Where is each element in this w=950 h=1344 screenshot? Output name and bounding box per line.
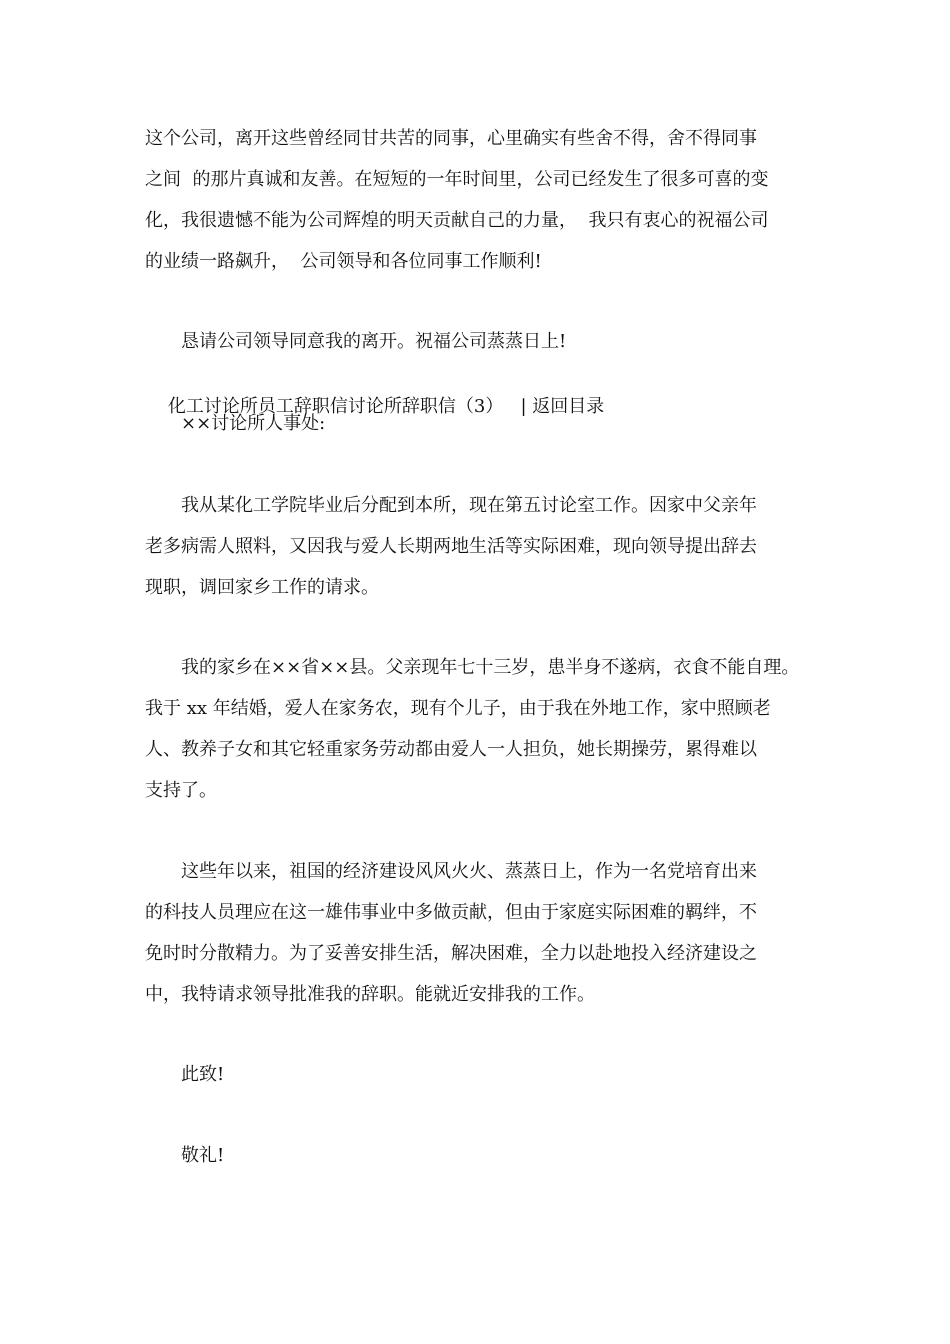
paragraph-1-line-3: 化，我很遗憾不能为公司辉煌的明天贡献自己的力量， 我只有衷心的祝福公司 [145,210,769,231]
paragraph-5-line-4: 中，我特请求领导批准我的辞职。能就近安排我的工作。 [145,984,595,1005]
paragraph-5-line-1: 这些年以来，祖国的经济建设风风火火、蒸蒸日上，作为一名党培育出来 [181,861,757,882]
paragraph-1-line-1: 这个公司，离开这些曾经同甘共苦的同事，心里确实有些舍不得，舍不得同事 [145,128,757,149]
back-to-contents-link[interactable]: | 返回目录 [520,396,605,417]
paragraph-1-line-2: 之间 的那片真诚和友善。在短短的一年时间里，公司已经发生了很多可喜的变 [145,169,769,190]
paragraph-1-line-4: 的业绩一路飙升， 公司领导和各位同事工作顺利! [145,251,542,272]
salutation: ××讨论所人事处: [181,413,326,434]
paragraph-3-line-2: 老多病需人照料，又因我与爱人长期两地生活等实际困难，现向领导提出辞去 [145,536,757,557]
paragraph-3-line-1: 我从某化工学院毕业后分配到本所，现在第五讨论室工作。因家中父亲年 [181,495,757,516]
paragraph-5-line-3: 免时时分散精力。为了妥善安排生活，解决困难，全力以赴地投入经济建设之 [145,943,757,964]
paragraph-2-line-1: 恳请公司领导同意我的离开。祝福公司蒸蒸日上! [181,331,567,352]
paragraph-4-line-1: 我的家乡在××省××县。父亲现年七十三岁，患半身不遂病，衣食不能自理。 [181,657,800,678]
closing-line-1: 此致! [181,1064,225,1085]
paragraph-4-line-3: 人、教养子女和其它轻重家务劳动都由爱人一人担负，她长期操劳，累得难以 [145,739,757,760]
paragraph-3-line-3: 现职，调回家乡工作的请求。 [145,577,379,598]
closing-line-2: 敬礼! [181,1145,225,1166]
paragraph-5-line-2: 的科技人员理应在这一雄伟事业中多做贡献，但由于家庭实际困难的羁绊，不 [145,902,757,923]
paragraph-4-line-2: 我于 xx 年结婚，爱人在家务农，现有个儿子，由于我在外地工作，家中照顾老 [145,698,771,719]
paragraph-4-line-4: 支持了。 [145,780,217,801]
section-title: 化工讨论所员工辞职信讨论所辞职信（3） [167,396,504,417]
